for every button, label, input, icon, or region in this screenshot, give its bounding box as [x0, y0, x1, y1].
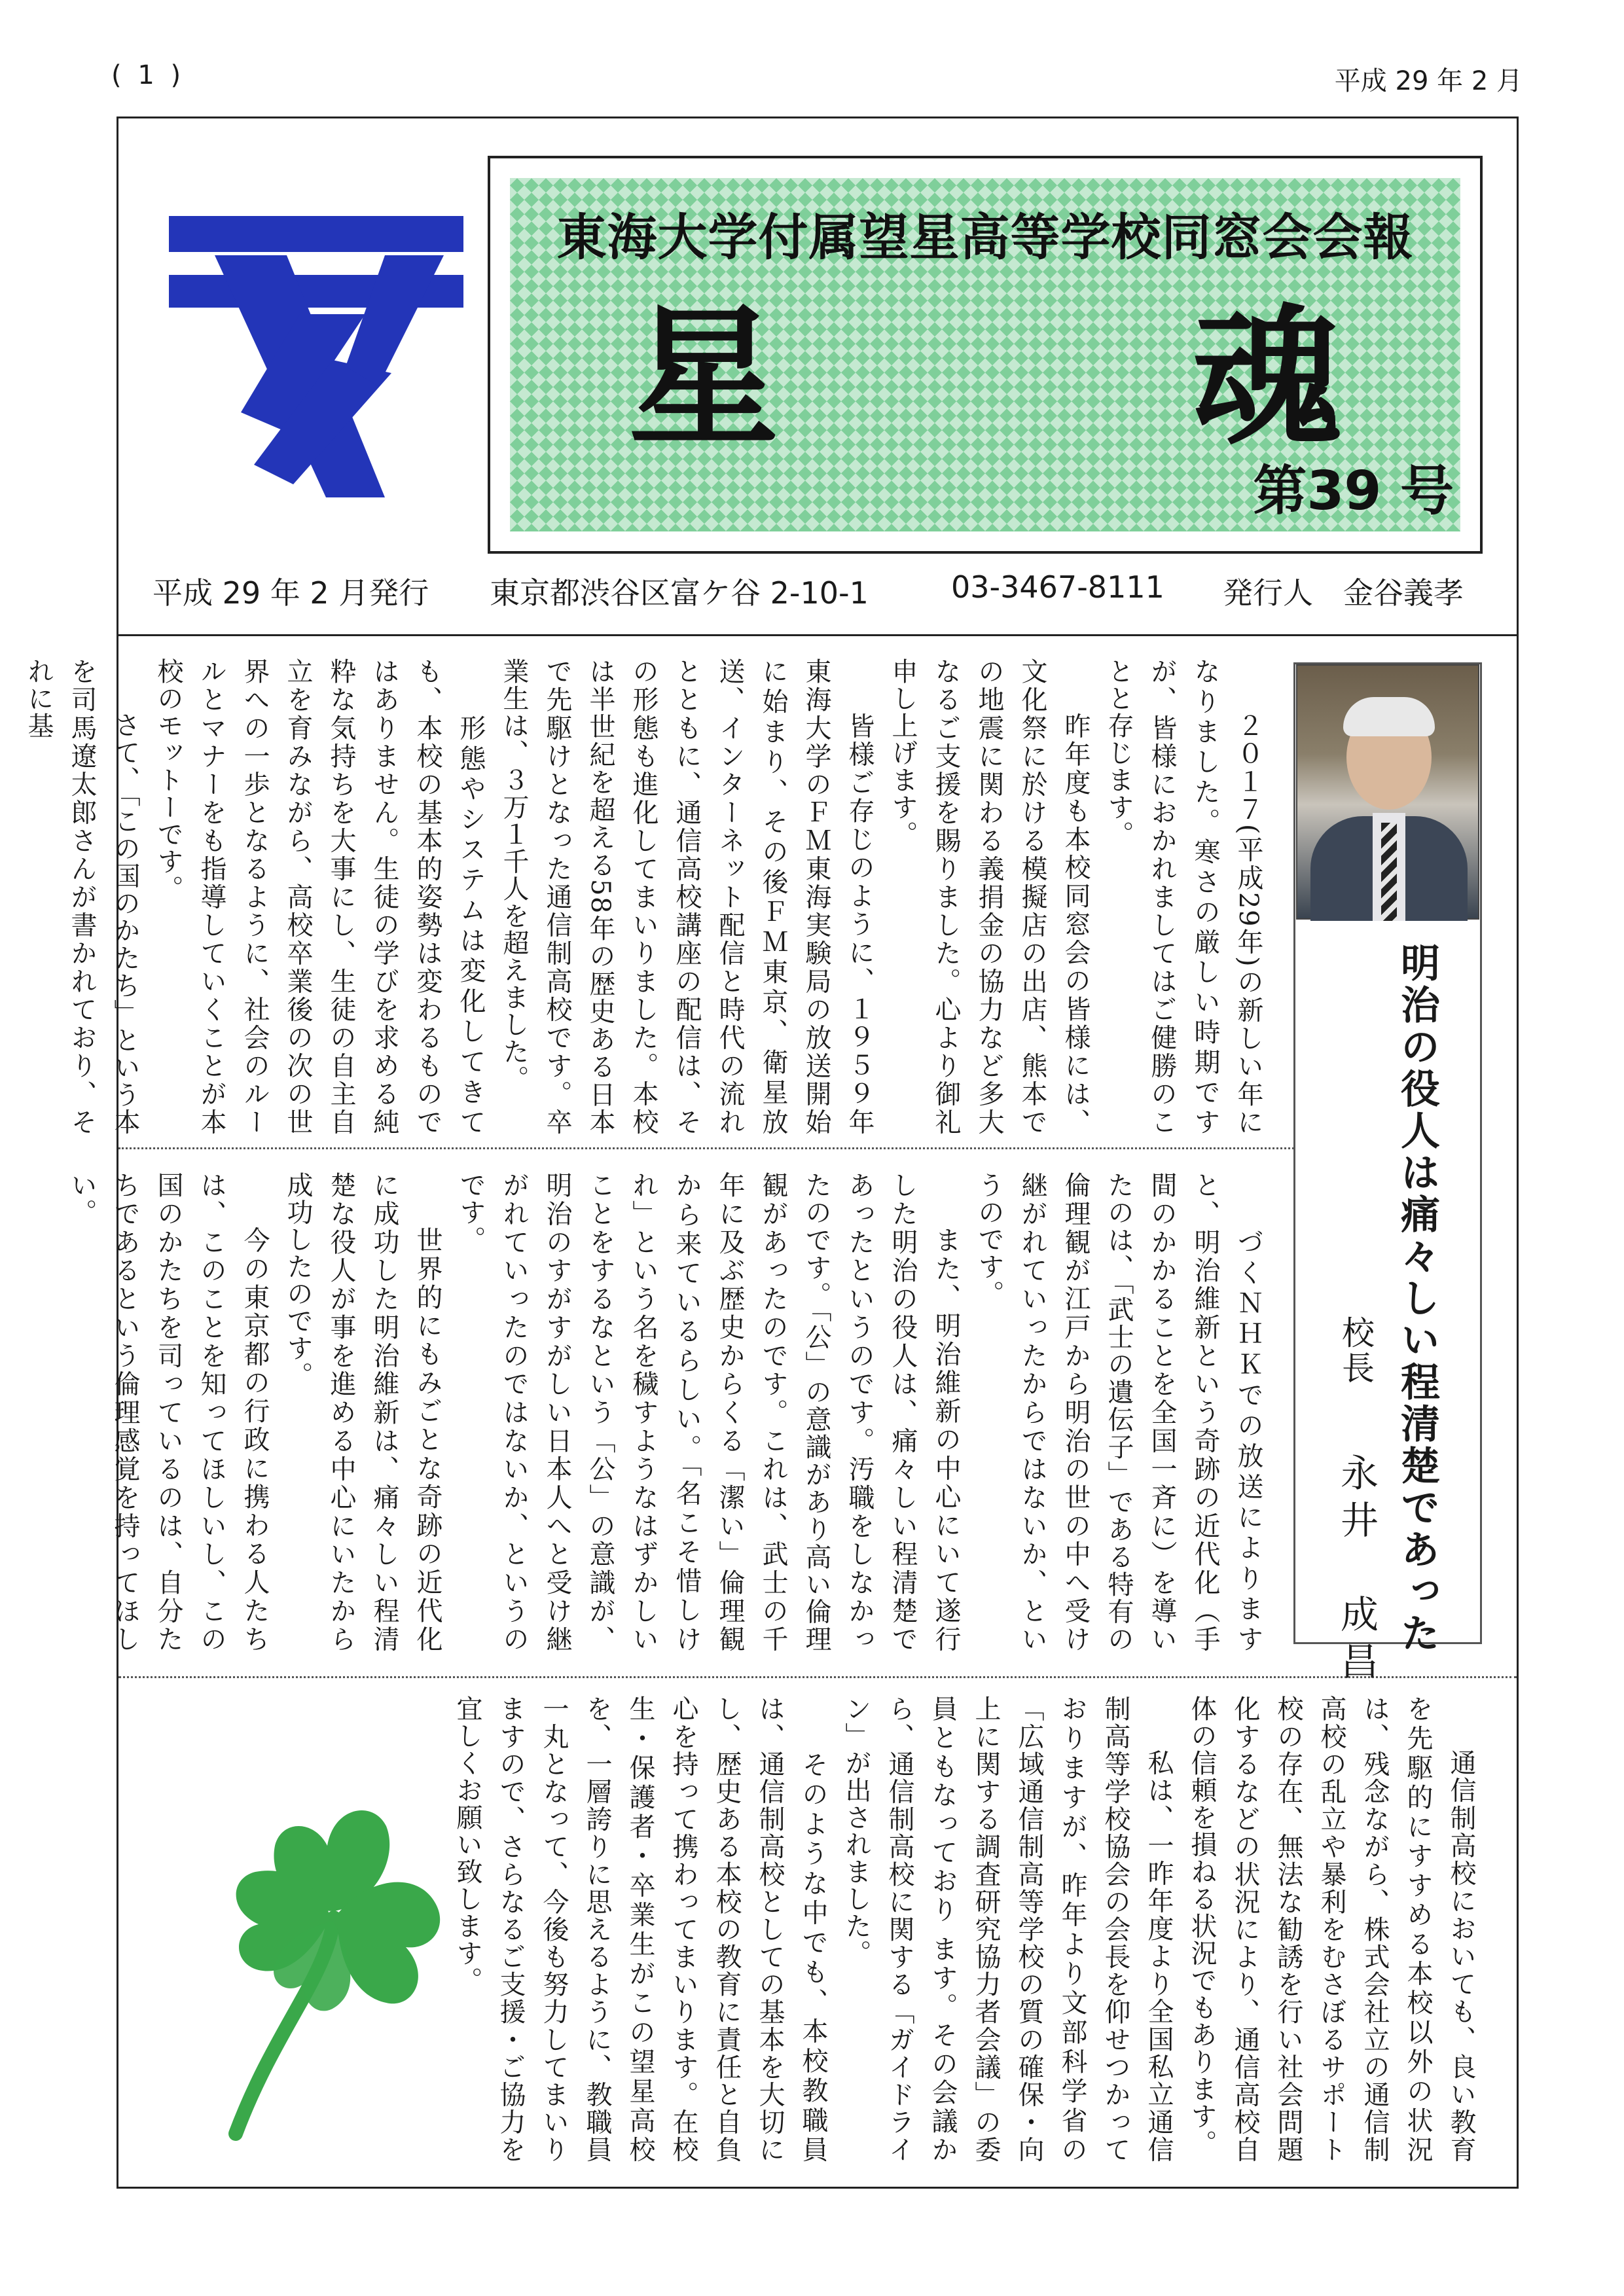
newsletter-title: 東海大学付属望星高等学校同窓会会報 — [556, 208, 1414, 266]
page-number: ( 1 ) — [111, 60, 185, 90]
phone: 03-3467-8111 — [951, 569, 1164, 605]
headline-box — [1293, 662, 1482, 1644]
article-row-2 — [67, 1172, 1270, 1653]
article-text-row-2: づくＮＨＫでの放送によりますと、明治維新という奇跡の近代化（手間のかかることを全国一斉に）を導いたのは、「武士の遺伝子」である特有の倫理観が江戸から明治の世の中へ受け継がれていったからではないか、というのです。 また、明治維新の中心にいて遂行した明治の役人は、痛々しい程清楚であったというのです。汚職をしなかったのです。「公」の意識があり高い倫理観があったのです。これは、武士の千年に及ぶ歴史からくる「潔い」倫理観から来ているらしい。「名こそ惜しけれ」という名を穢すようなはずかしいことをするなという「公」の意識が、明治のすがすがしい日本人へと受け継がれていったのではないか、というのです。 世界的にもみごとな奇跡の近代化に成功した明治維新は、痛々しい程清楚な役人が事を進める中心にいたから成功したのです。 今の東京都の行政に携わる人たちは、このことを知ってほしいし、この国のかたちを司っているのは、自分たちであるという倫理感覚を持ってほしい。 — [67, 1172, 1263, 1653]
article-headline: 明治の役人は痛々しい程清楚であった — [1394, 942, 1440, 1655]
masthead — [488, 156, 1483, 554]
publisher: 発行人 金谷義孝 — [1223, 575, 1464, 611]
address: 東京都渋谷区富ケ谷 2-10-1 — [490, 575, 869, 611]
page-date: 平成 29 年 2 月 — [1334, 66, 1523, 96]
four-leaf-clover-icon — [196, 1780, 471, 2147]
article-text-row-1: ２０１７(平成29年)の新しい年になりました。寒さの厳しい時期ですが、皆様におかれましてはご健勝のことと存じます。 昨年度も本校同窓会の皆様には、文化祭に於ける模擬店の出店、熊本での地震に関わる義捐金の協力など多大なるご支援を賜りました。心より御礼申し上げます。 皆様ご存じのように、１９５９年東海大学のＦＭ東海実験局の放送開始に始まり、その後ＦＭ東京、衛星放送、インターネット配信と時代の流れとともに、通信高校講座の配信は、その形態も進化してまいりました。本校は半世紀を超える58年の歴史ある日本で先駆けとなった通信制高校です。卒業生は、３万１千人を超えました。 形態やシステムは変化してきても、本校の基本的姿勢は変わるものではありません。生徒の学びを求める純粋な気持ちを大事にし、生徒の自主自立を育みながら、高校卒業後の次の世界への一歩となるように、社会のルールとマナーをも指導していくことが本校のモットーです。 さて、「この国のかたち」という本を司馬遼太郎さんが書かれており、それに基 — [24, 658, 1263, 1136]
row-divider-1 — [118, 1147, 1294, 1149]
publish-date: 平成 29 年 2 月発行 — [153, 575, 429, 611]
article-row-3 — [452, 1695, 1483, 2164]
publication-info — [117, 569, 1519, 609]
row-divider-2 — [118, 1676, 1517, 1678]
author-role: 校長 — [1337, 1316, 1375, 1386]
issue-number: 第39 号 — [1253, 460, 1454, 522]
newsletter-name: 星 魂 — [628, 289, 1473, 466]
header-divider — [118, 634, 1517, 636]
article-row-1 — [24, 658, 1270, 1136]
author-name: 永井 成昌 — [1334, 1453, 1379, 1689]
school-logo-icon — [169, 216, 463, 497]
article-text-row-3: 通信制高校においても、良い教育を先駆的にすすめる本校以外の状況は、残念ながら、株式会社立の通信制高校の乱立や暴利をむさぼるサポート校の存在、無法な勧誘を行い社会問題化するなどの状況により、通信高校自体の信頼を損ねる状況でもあります。 私は、一昨年度より全国私立通信制高等学校協会の会長を仰せつかっておりますが、昨年より文部科学省の「広域通信制高等学校の質の確保・向上に関する調査研究協力者会議」の委員ともなっており ます。その会議から、通信制高校に関する「ガイドライン」が出されました。 そのような中でも、本校教職員は、通信制高校としての基本を大切にし、歴史ある本校の教育に責任と自負心を持って携わってまいります。在校生・保護者・卒業生がこの望星高校を、一層誇りに思えるように、教職員一丸となって、今後も努力してまいりますので、さらなるご支援・ご協力を宜しくお願い致します。 — [452, 1695, 1476, 2164]
